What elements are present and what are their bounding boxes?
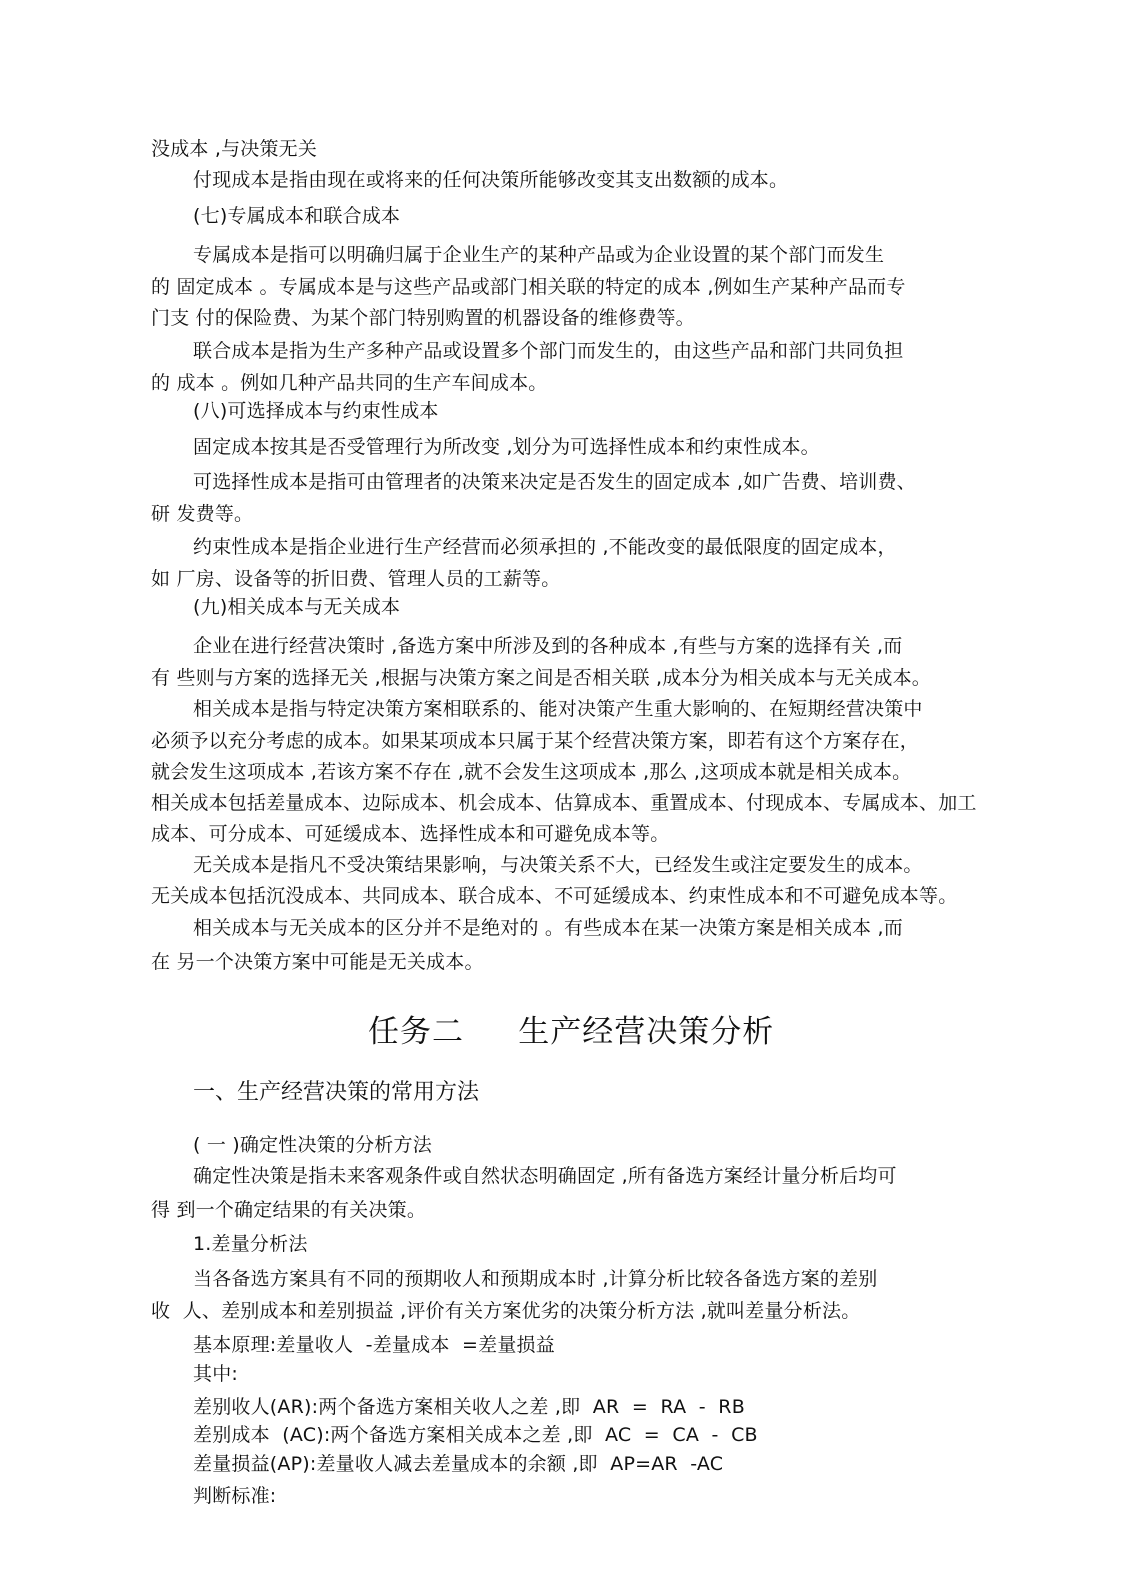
text-line: 当各备选方案具有不同的预期收人和预期成本时 ,计算分析比较各备选方案的差别 bbox=[193, 1268, 878, 1290]
formula-line: 差别收人(AR):两个备选方案相关收人之差 ,即 AR = RA - RB bbox=[193, 1396, 745, 1418]
text-line: 必须予以充分考虑的成本。如果某项成本只属于某个经营决策方案，即若有这个方案存在， bbox=[151, 730, 920, 752]
text-line: 确定性决策是指未来客观条件或自然状态明确固定 ,所有备选方案经计量分析后均可 bbox=[193, 1165, 897, 1187]
text-line: 相关成本包括差量成本、边际成本、机会成本、估算成本、重置成本、付现成本、专属成本、加工 bbox=[151, 792, 977, 814]
section-heading: (八)可选择成本与约束性成本 bbox=[193, 400, 439, 422]
text-line: 无关成本包括沉没成本、共同成本、联合成本、不可延缓成本、约束性成本和不可避免成本等。 bbox=[151, 885, 958, 907]
text-line: 联合成本是指为生产多种产品或设置多个部门而发生的，由这些产品和部门共同负担 bbox=[193, 340, 904, 362]
text-line: 的 成本 。例如几种产品共同的生产车间成本。 bbox=[151, 372, 548, 394]
text-line: 企业在进行经营决策时 ,备选方案中所涉及到的各种成本 ,有些与方案的选择有关 ,而 bbox=[193, 635, 903, 657]
text-line: 付现成本是指由现在或将来的任何决策所能够改变其支出数额的成本。 bbox=[193, 169, 789, 191]
text-line: 判断标准: bbox=[193, 1485, 277, 1507]
text-line: 相关成本与无关成本的区分并不是绝对的 。有些成本在某一决策方案是相关成本 ,而 bbox=[193, 917, 903, 939]
text-line: 的 固定成本 。专属成本是与这些产品或部门相关联的特定的成本 ,例如生产某种产品而专 bbox=[151, 276, 906, 298]
text-line: 门支 付的保险费、为某个部门特别购置的机器设备的维修费等。 bbox=[151, 307, 695, 329]
text-line: 无关成本是指凡不受决策结果影响，与决策关系不大，已经发生或注定要发生的成本。 bbox=[193, 854, 923, 876]
text-line: 就会发生这项成本 ,若该方案不存在 ,就不会发生这项成本 ,那么 ,这项成本就是相关成本。 bbox=[151, 761, 912, 783]
section-heading: (七)专属成本和联合成本 bbox=[193, 205, 401, 227]
text-line: 约束性成本是指企业进行生产经营而必须承担的 ,不能改变的最低限度的固定成本， bbox=[193, 536, 897, 558]
text-line: 成本、可分成本、可延缓成本、选择性成本和可避免成本等。 bbox=[151, 823, 670, 845]
text-line: 可选择性成本是指可由管理者的决策来决定是否发生的固定成本 ,如广告费、培训费、 bbox=[193, 471, 916, 493]
text-line: 收 人、差别成本和差别损益 ,评价有关方案优劣的决策分析方法 ,就叫差量分析法。 bbox=[151, 1300, 861, 1322]
text-line: 在 另一个决策方案中可能是无关成本。 bbox=[151, 951, 484, 973]
formula-line: 基本原理:差量收人 -差量成本 =差量损益 bbox=[193, 1334, 555, 1356]
text-line: 如 厂房、设备等的折旧费、管理人员的工薪等。 bbox=[151, 568, 561, 590]
chapter-title: 任务二 生产经营决策分析 bbox=[368, 1014, 775, 1050]
text-line: 固定成本按其是否受管理行为所改变 ,划分为可选择性成本和约束性成本。 bbox=[193, 436, 820, 458]
text-line: 研 发费等。 bbox=[151, 503, 254, 525]
text-line: 得 到一个确定结果的有关决策。 bbox=[151, 1199, 427, 1221]
section-title: 一、生产经营决策的常用方法 bbox=[193, 1080, 480, 1105]
text-line: 其中: bbox=[193, 1363, 239, 1385]
text-line: 相关成本是指与特定决策方案相联系的、能对决策产生重大影响的、在短期经营决策中 bbox=[193, 698, 923, 720]
subsection-heading: 1.差量分析法 bbox=[193, 1233, 308, 1255]
section-heading: ( 一 )确定性决策的分析方法 bbox=[193, 1134, 432, 1156]
text-line: 有 些则与方案的选择无关 ,根据与决策方案之间是否相关联 ,成本分为相关成本与无关成本。 bbox=[151, 667, 931, 689]
text-line: 专属成本是指可以明确归属于企业生产的某种产品或为企业设置的某个部门而发生 bbox=[193, 244, 885, 266]
formula-line: 差量损益(AP):差量收人减去差量成本的余额 ,即 AP=AR -AC bbox=[193, 1453, 724, 1475]
text-line: 没成本 ,与决策无关 bbox=[151, 138, 318, 160]
section-heading: (九)相关成本与无关成本 bbox=[193, 596, 401, 618]
formula-line: 差别成本 (AC):两个备选方案相关成本之差 ,即 AC = CA - CB bbox=[193, 1424, 758, 1446]
